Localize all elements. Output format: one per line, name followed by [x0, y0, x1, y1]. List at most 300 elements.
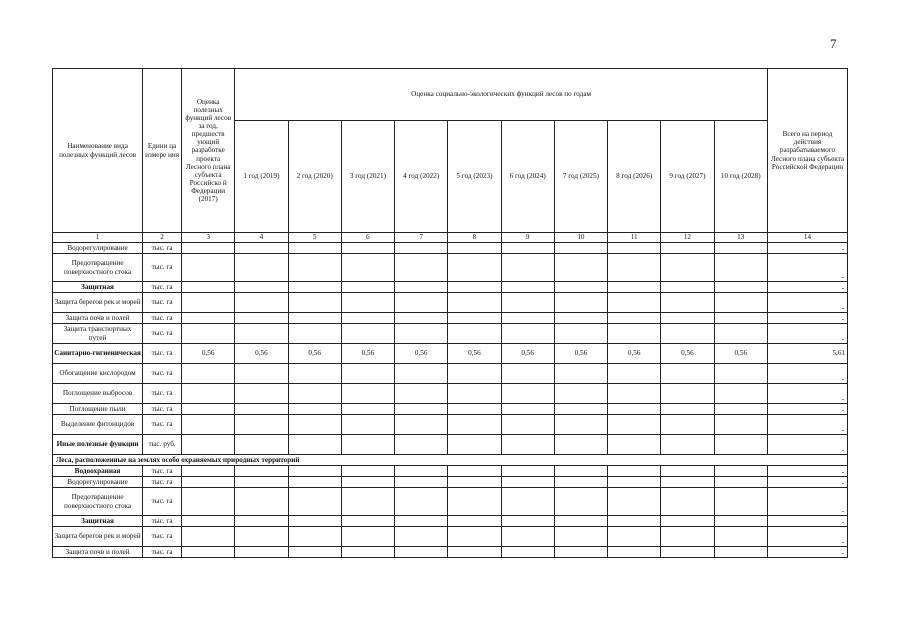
- row-unit: тыс. га: [143, 488, 182, 516]
- row-value: 0,56: [235, 344, 288, 364]
- row-value: [288, 516, 341, 527]
- row-value: [341, 293, 394, 313]
- row-value: [661, 527, 714, 547]
- row-unit: тыс. га: [143, 282, 182, 293]
- row-value: [714, 364, 767, 384]
- row-value: [714, 466, 767, 477]
- row-unit: тыс. га: [143, 243, 182, 254]
- row-value: [661, 516, 714, 527]
- row-value: [395, 547, 448, 558]
- row-total: 5,61: [767, 344, 847, 364]
- row-value: [341, 466, 394, 477]
- row-value: [661, 547, 714, 558]
- row-value: [448, 313, 501, 324]
- row-value: [554, 477, 607, 488]
- row-value: [235, 527, 288, 547]
- row-value: [395, 324, 448, 344]
- row-value: [554, 293, 607, 313]
- row-total: -: [767, 477, 847, 488]
- row-value: [235, 364, 288, 384]
- row-value: [182, 488, 235, 516]
- table-row: [53, 435, 848, 455]
- table-row: [53, 516, 848, 527]
- table-row: [53, 527, 848, 547]
- table-row: [53, 547, 848, 558]
- row-value: [448, 466, 501, 477]
- row-value: [182, 516, 235, 527]
- row-value: [341, 547, 394, 558]
- row-value: [714, 547, 767, 558]
- header-year-6: 6 год (2024): [501, 121, 554, 233]
- row-value: 0,56: [448, 344, 501, 364]
- row-name: Защита берегов рек и морей: [53, 293, 143, 313]
- row-value: [341, 254, 394, 282]
- row-value: [395, 313, 448, 324]
- row-value: [182, 293, 235, 313]
- row-name: Предотвращение поверхностного стока: [53, 254, 143, 282]
- row-value: [182, 313, 235, 324]
- row-unit: тыс. га: [143, 254, 182, 282]
- row-value: [608, 435, 661, 455]
- row-value: [661, 293, 714, 313]
- row-value: [288, 488, 341, 516]
- row-unit: тыс. га: [143, 313, 182, 324]
- table-row: [53, 488, 848, 516]
- row-value: [661, 466, 714, 477]
- column-index-11: 11: [608, 233, 661, 243]
- column-index-2: 2: [143, 233, 182, 243]
- row-value: [395, 404, 448, 415]
- row-total: -: [767, 547, 847, 558]
- table-row: [53, 282, 848, 293]
- row-value: [501, 435, 554, 455]
- row-value: [235, 324, 288, 344]
- row-value: [182, 415, 235, 435]
- row-value: [182, 527, 235, 547]
- row-value: [554, 527, 607, 547]
- row-value: [182, 324, 235, 344]
- header-year-1: 1 год (2019): [235, 121, 288, 233]
- row-unit: тыс. руб.: [143, 435, 182, 455]
- column-index-14: 14: [767, 233, 847, 243]
- row-name: Иные полезные функции: [53, 435, 143, 455]
- table-row: [53, 344, 848, 364]
- row-value: [395, 243, 448, 254]
- row-value: [235, 547, 288, 558]
- row-value: [341, 243, 394, 254]
- table-row: [53, 324, 848, 344]
- row-value: [554, 404, 607, 415]
- row-value: [554, 313, 607, 324]
- row-value: 0,56: [341, 344, 394, 364]
- row-value: [235, 415, 288, 435]
- row-name: Защита транспортных путей: [53, 324, 143, 344]
- row-value: [288, 415, 341, 435]
- row-value: [288, 364, 341, 384]
- row-value: [235, 282, 288, 293]
- column-index-12: 12: [661, 233, 714, 243]
- row-value: 0,56: [395, 344, 448, 364]
- row-value: [448, 435, 501, 455]
- row-value: [714, 404, 767, 415]
- row-name: Санитарно-гигиеническая: [53, 344, 143, 364]
- row-total: -: [767, 488, 847, 516]
- row-total: -: [767, 324, 847, 344]
- row-unit: тыс. га: [143, 527, 182, 547]
- row-total: -: [767, 404, 847, 415]
- row-total: -: [767, 282, 847, 293]
- page-number: 7: [830, 36, 837, 51]
- forest-functions-table-wrapper: [52, 68, 848, 558]
- row-value: [341, 384, 394, 404]
- row-value: [714, 384, 767, 404]
- row-value: [341, 527, 394, 547]
- column-index-8: 8: [448, 233, 501, 243]
- row-value: [661, 488, 714, 516]
- row-value: [448, 415, 501, 435]
- section-title: Леса, расположенные на землях особо охраняемых природных территорий: [53, 455, 848, 466]
- header-prev-year: Оценка полезных функций лесов за год, предшеств ующий разработке проекта Лесного плана субъекта Российско й Федерации (2017): [182, 69, 235, 233]
- row-value: [501, 243, 554, 254]
- column-index-4: 4: [235, 233, 288, 243]
- row-value: [608, 547, 661, 558]
- row-value: [714, 243, 767, 254]
- row-value: [661, 282, 714, 293]
- row-unit: тыс. га: [143, 384, 182, 404]
- row-total: -: [767, 527, 847, 547]
- row-value: [395, 488, 448, 516]
- row-unit: тыс. га: [143, 344, 182, 364]
- row-total: -: [767, 293, 847, 313]
- row-value: [235, 488, 288, 516]
- row-value: [501, 313, 554, 324]
- row-value: [661, 435, 714, 455]
- row-value: [501, 466, 554, 477]
- row-value: [448, 516, 501, 527]
- row-value: [714, 488, 767, 516]
- row-value: [235, 516, 288, 527]
- row-value: 0,56: [608, 344, 661, 364]
- row-value: [182, 254, 235, 282]
- row-value: [608, 477, 661, 488]
- table-row: [53, 243, 848, 254]
- row-value: [182, 243, 235, 254]
- table-body: [53, 243, 848, 558]
- row-value: [395, 293, 448, 313]
- row-value: [288, 404, 341, 415]
- table-row: [53, 293, 848, 313]
- row-value: [554, 364, 607, 384]
- row-value: [501, 477, 554, 488]
- row-value: [608, 313, 661, 324]
- row-value: [448, 254, 501, 282]
- header-year-7: 7 год (2025): [554, 121, 607, 233]
- row-value: [661, 404, 714, 415]
- row-value: 0,56: [661, 344, 714, 364]
- row-value: [395, 466, 448, 477]
- column-index-5: 5: [288, 233, 341, 243]
- row-value: [501, 324, 554, 344]
- row-value: [395, 282, 448, 293]
- row-total: -: [767, 384, 847, 404]
- header-year-8: 8 год (2026): [608, 121, 661, 233]
- row-value: [501, 415, 554, 435]
- row-value: [288, 547, 341, 558]
- header-unit: Едини ца измере ния: [143, 69, 182, 233]
- column-index-1: 1: [53, 233, 143, 243]
- column-index-row: [53, 233, 848, 243]
- row-value: [554, 547, 607, 558]
- row-value: [661, 243, 714, 254]
- table-row: [53, 415, 848, 435]
- table-row: [53, 313, 848, 324]
- row-name: Обогащение кислородом: [53, 364, 143, 384]
- row-value: [554, 254, 607, 282]
- row-value: 0,56: [714, 344, 767, 364]
- row-total: -: [767, 435, 847, 455]
- row-value: [288, 313, 341, 324]
- table-row: [53, 477, 848, 488]
- row-total: -: [767, 364, 847, 384]
- table-row: [53, 466, 848, 477]
- row-value: [714, 254, 767, 282]
- row-unit: тыс. га: [143, 466, 182, 477]
- forest-functions-table: [52, 68, 848, 558]
- column-index-10: 10: [554, 233, 607, 243]
- row-value: [235, 477, 288, 488]
- row-value: [182, 547, 235, 558]
- section-row: [53, 455, 848, 466]
- row-unit: тыс. га: [143, 547, 182, 558]
- row-value: [714, 282, 767, 293]
- header-year-4: 4 год (2022): [395, 121, 448, 233]
- row-value: [554, 415, 607, 435]
- row-value: [661, 364, 714, 384]
- row-value: [235, 404, 288, 415]
- row-name: Поглощение пыли: [53, 404, 143, 415]
- row-value: [341, 364, 394, 384]
- row-value: [341, 415, 394, 435]
- row-unit: тыс. га: [143, 516, 182, 527]
- row-value: [501, 547, 554, 558]
- row-value: [341, 324, 394, 344]
- row-value: [395, 477, 448, 488]
- row-value: [608, 282, 661, 293]
- table-row: [53, 404, 848, 415]
- row-value: [714, 527, 767, 547]
- row-value: [341, 313, 394, 324]
- row-value: [235, 313, 288, 324]
- row-value: [288, 293, 341, 313]
- row-value: [448, 404, 501, 415]
- row-total: -: [767, 243, 847, 254]
- row-value: [608, 527, 661, 547]
- row-value: [501, 488, 554, 516]
- row-unit: тыс. га: [143, 404, 182, 415]
- row-name: Защита берегов рек и морей: [53, 527, 143, 547]
- row-name: Водоохранная: [53, 466, 143, 477]
- row-value: [608, 488, 661, 516]
- row-value: [182, 384, 235, 404]
- row-value: [661, 477, 714, 488]
- row-value: [608, 516, 661, 527]
- row-value: [661, 254, 714, 282]
- header-year-3: 3 год (2021): [341, 121, 394, 233]
- row-value: [448, 488, 501, 516]
- row-value: [288, 527, 341, 547]
- row-value: [714, 313, 767, 324]
- row-value: [395, 254, 448, 282]
- row-value: [448, 243, 501, 254]
- header-total: Всего на период действия разрабатываемого Лесного плана субъекта Российской Федерации: [767, 69, 847, 233]
- header-year-5: 5 год (2023): [448, 121, 501, 233]
- row-name: Защита почв и полей: [53, 547, 143, 558]
- row-value: [661, 384, 714, 404]
- row-value: [341, 516, 394, 527]
- row-value: [341, 477, 394, 488]
- row-value: [554, 516, 607, 527]
- row-value: [395, 415, 448, 435]
- row-name: Поглощение выбросов: [53, 384, 143, 404]
- row-value: [235, 435, 288, 455]
- row-value: [182, 477, 235, 488]
- row-unit: тыс. га: [143, 364, 182, 384]
- row-value: [235, 254, 288, 282]
- row-value: [608, 293, 661, 313]
- row-value: [288, 243, 341, 254]
- row-total: -: [767, 516, 847, 527]
- row-value: [714, 293, 767, 313]
- header-name: Наименование вида полезных функций лесов: [53, 69, 143, 233]
- row-name: Выделение фитонцидов: [53, 415, 143, 435]
- row-name: Водорегулирование: [53, 477, 143, 488]
- row-name: Водорегулирование: [53, 243, 143, 254]
- row-value: [661, 415, 714, 435]
- column-index-9: 9: [501, 233, 554, 243]
- row-unit: тыс. га: [143, 477, 182, 488]
- row-value: [288, 435, 341, 455]
- row-value: [501, 404, 554, 415]
- row-value: [608, 466, 661, 477]
- row-value: [608, 243, 661, 254]
- row-unit: тыс. га: [143, 415, 182, 435]
- row-value: [554, 282, 607, 293]
- row-value: [448, 364, 501, 384]
- row-value: [288, 282, 341, 293]
- row-value: [341, 488, 394, 516]
- row-name: Защитная: [53, 282, 143, 293]
- row-value: [661, 313, 714, 324]
- row-value: [714, 477, 767, 488]
- row-value: [714, 415, 767, 435]
- table-row: [53, 384, 848, 404]
- row-name: Защитная: [53, 516, 143, 527]
- row-value: [182, 282, 235, 293]
- row-value: [608, 384, 661, 404]
- row-value: [608, 254, 661, 282]
- row-value: [288, 477, 341, 488]
- row-total: -: [767, 313, 847, 324]
- row-value: [661, 324, 714, 344]
- row-value: [288, 324, 341, 344]
- row-value: [448, 282, 501, 293]
- row-value: [182, 466, 235, 477]
- row-value: [501, 282, 554, 293]
- row-value: [182, 364, 235, 384]
- row-value: [448, 527, 501, 547]
- header-year-9: 9 год (2027): [661, 121, 714, 233]
- row-value: [288, 254, 341, 282]
- row-value: [395, 364, 448, 384]
- table-row: [53, 254, 848, 282]
- row-value: [288, 466, 341, 477]
- column-index-6: 6: [341, 233, 394, 243]
- row-value: [554, 488, 607, 516]
- column-index-7: 7: [395, 233, 448, 243]
- row-value: [341, 282, 394, 293]
- row-value: 0,56: [554, 344, 607, 364]
- row-value: [608, 415, 661, 435]
- row-value: [341, 404, 394, 415]
- row-value: [235, 466, 288, 477]
- row-value: [341, 435, 394, 455]
- row-value: 0,56: [501, 344, 554, 364]
- header-years-group: Оценка социально-экологических функций лесов по годам: [235, 69, 768, 121]
- row-value: [714, 516, 767, 527]
- row-value: [448, 477, 501, 488]
- row-name: Предотвращение поверхностного стока: [53, 488, 143, 516]
- row-unit: тыс. га: [143, 324, 182, 344]
- row-value: [714, 324, 767, 344]
- row-value: [448, 293, 501, 313]
- row-value: [608, 404, 661, 415]
- row-value: [395, 384, 448, 404]
- row-value: [448, 547, 501, 558]
- row-value: [235, 293, 288, 313]
- row-unit: тыс. га: [143, 293, 182, 313]
- header-year-10: 10 год (2028): [714, 121, 767, 233]
- row-value: 0,56: [288, 344, 341, 364]
- row-value: [554, 324, 607, 344]
- row-value: [182, 404, 235, 415]
- row-value: [501, 254, 554, 282]
- row-value: [448, 384, 501, 404]
- row-value: [288, 384, 341, 404]
- row-total: -: [767, 254, 847, 282]
- row-value: [714, 435, 767, 455]
- column-index-13: 13: [714, 233, 767, 243]
- row-total: -: [767, 466, 847, 477]
- column-index-3: 3: [182, 233, 235, 243]
- row-value: 0,56: [182, 344, 235, 364]
- row-name: Защита почв и полей: [53, 313, 143, 324]
- row-value: [554, 466, 607, 477]
- row-value: [608, 324, 661, 344]
- row-value: [501, 527, 554, 547]
- row-value: [501, 384, 554, 404]
- row-value: [235, 384, 288, 404]
- row-value: [395, 527, 448, 547]
- row-value: [395, 516, 448, 527]
- row-value: [554, 435, 607, 455]
- row-value: [395, 435, 448, 455]
- row-value: [554, 384, 607, 404]
- row-value: [501, 516, 554, 527]
- row-value: [235, 243, 288, 254]
- row-total: -: [767, 415, 847, 435]
- row-value: [501, 293, 554, 313]
- row-value: [554, 243, 607, 254]
